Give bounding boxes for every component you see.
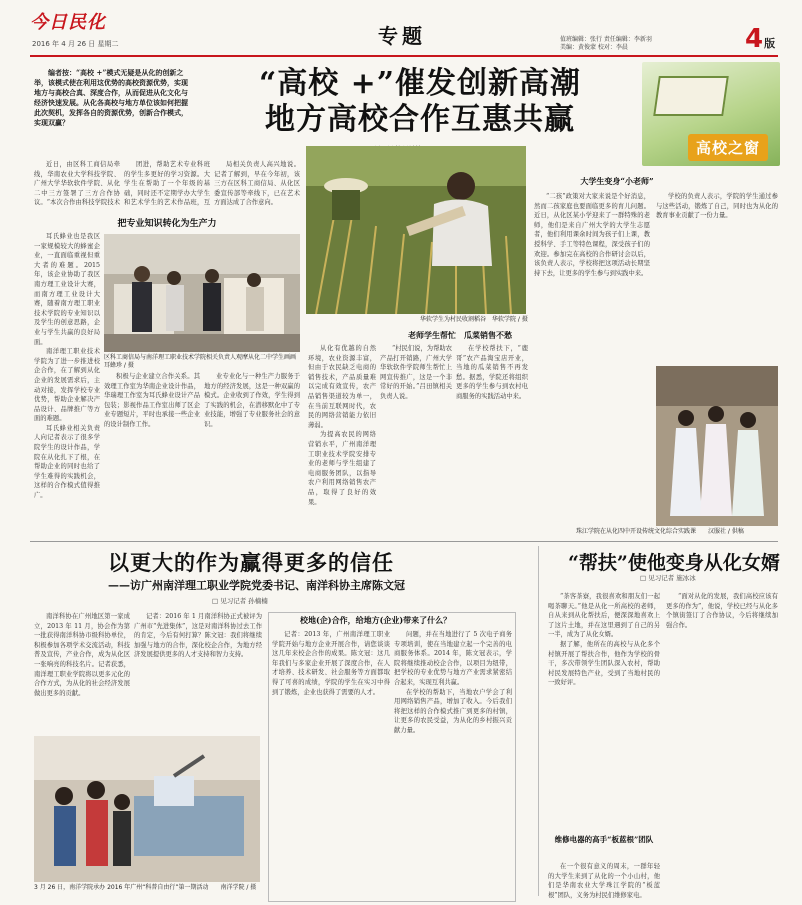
article3-col-d: 问题，并在当地进行了 5 次电子商务专项培训，使在当地建立起一个完善的电商服务体系。2014 年，陈文冠表示，学院将继续推动校企合作，以项目为纽带，把学校的专业优势与地方产业需求紧密结合起来，实现互利共赢。 在学校的帮助下，当地农户学会了利用网络销售产品，增加了收入。今后我们将把这样的合作模式推广到更多的村镇，让更多的农民受益，为从化的乡村振兴贡献力量。: [394, 631, 512, 734]
issue-date: 2016 年 4 月 26 日 星期二: [32, 40, 119, 48]
hanfu-photo-caption: 珠江学院在从化四中开设传统文化综合实践课 汉服社 / 供稿: [576, 528, 744, 535]
harvest-photo-image: [306, 146, 526, 314]
campus-window-logo: [642, 62, 780, 166]
sidebar-title: 大学生变身“小老师”: [580, 176, 654, 186]
article2-col-c: 在学校帮扶下，“鹿哥”农产品淘宝店开业，当地的瓜菜销售不再发愁。据悉，学院还将组织更多的学生参与到农村电商服务的实践活动中来。: [456, 345, 528, 400]
qa-box-heading: 校地(企)合作，给地方(企业)带来了什么？: [300, 615, 452, 625]
article1-col-a: 近日，由区科工商信局牵线，华南农业大学科技学院、广州大学华软软件学院、从化二中三方签署了三方合作协议。“本次合作由科技学院技术: [34, 161, 120, 207]
article2-subhead: 老师学生帮忙 瓜菜销售不愁: [408, 330, 512, 340]
section-title: 专题: [378, 24, 426, 48]
feature-headline: “帮扶”使他变身从化女婿: [568, 552, 780, 574]
article3-col-b: 记者：2016 年 1 月南洋科协正式被评为广州市“先进集体”，这是对南洋科协过去工作的肯定，今后有何打算？陈文冠：我们将继续加强与地方的合作，深化校企合作，为地方经济发展提供更多的人才支持和智力支持。: [134, 613, 262, 659]
editor-credits: [560, 36, 652, 52]
article1-col-c: 局相关负责人高兴地说。记者了解到，早在今年初，该三方在区科工商信局、从化区委宣传部等牵线下，已在艺术方面达成了合作意向。: [214, 161, 300, 207]
main-headline-line-2: 地方高校合作互惠共赢: [265, 102, 575, 137]
interview-headline: 以更大的作为赢得更多的信任: [108, 550, 394, 575]
main-headline-line-1: “高校 +”催发创新高潮: [258, 66, 582, 101]
sidebar-col-b: 学校的负责人表示，学院的学生通过参与这些活动，锻炼了自己，同时也为从化的教育事业贡献了一份力量。: [656, 193, 778, 220]
editor-note: 编者按：“高校 +”模式无疑是从化的创新之举，该模式使在利用这优势的高校资源优势，实现地方与高校合真、深度合作，从而促进从化文化与经济快速发展。从化各高校与地方单位该如何把握此次契机，发挥各自的资源优势，创新合作模式，实现双赢？: [34, 68, 188, 127]
article1-col-b: 团进，帮助艺术专业科班的学生多更好的学习资源。大学生在帮助了一个年级的基础，同时还不定期学办大学生和艺术学生的艺术作品班，互: [124, 161, 210, 207]
page-number: [745, 24, 775, 54]
interview-byline: □ 见习记者 孙楠楠: [212, 597, 268, 605]
newspaper-logo: 今日民化: [30, 12, 106, 33]
article1-col-g: 积极与企业建立合作关系。其效理工作室为华南企业设计作品，华瑞理工作室为耳氏蜂业设计产品包装；影视作品工作室出师了区企业专题短片，平时也承接一些企业的设计制作工作。: [104, 373, 200, 428]
article4-col-d: “面对从化的发展，我们高校应该有更多的作为”，他说，学校已经与从化多个镇街签订了合作协议，今后将继续加强合作。: [666, 593, 778, 629]
article3-col-c: 记者：2013 年，广州南洋理工职业学院开始与地方企业开展合作，请您谈谈这几年来校企合作的成果。陈文冠：这几年我们与多家企业开展了深度合作，在人才培养、技术研发、社会服务等方面都取得了可喜的成绩，学院的学生在实习中得到了锻炼，企业也获得了需要的人才。: [272, 631, 390, 696]
hanfu-photo-image: [656, 366, 778, 526]
article3-col-a: 南洋科协在广州地区第一家成立，2013 年 11 月，协会作为第一批获得南洋科协市级科协单位，积极参加各项学术交流活动，科技普及宣传，产业合作，成为从化区一张响亮的科技名片。记者获悉，南洋理工职业学院将以更多元化的合作方式，为从化的社会经济发展做出更多的贡献。: [34, 613, 130, 697]
interview-subtitle: ——访广州南洋理工职业学院党委书记、南洋科协主席陈文冠: [108, 579, 405, 592]
article4-subhead: 维修电器的高手“板蓝根”团队: [554, 835, 654, 844]
credits-line-2: 美编：黄俊蒙 校对：李晨: [560, 44, 628, 51]
article2-col-a: 从化有优越的自然环境，农业资源丰富，但由于农民缺乏电商的销售技术，产品质量难以完成有效宣传，农产品销售渠道较为单一，在当前互联网时代，农民的网络营销能力依旧薄弱。 为提高农民的网络营销水平，广州南洋理工职业技术学院安排专业的老师与学生组建了电商服务团队，以指导农户利用网络销售农产品，取得了良好的效果。: [308, 345, 376, 506]
campus-window-label: 高校之窗: [688, 134, 768, 161]
credits-line-1: 值班编辑：张行 责任编辑：李新羽: [560, 36, 652, 43]
sidebar-col-a: “二孩”政策对大家来说是个好消息，然而二孩家庭也要面临更多的育儿问题。近日，从化区某小学迎来了一群特殊的老师，他们是来自广州大学的大学生志愿者，他们利用课余时间为孩子们上课，教授科学、手工等特色课程，深受孩子们的欢迎。参加完在高校的合作研讨会以后，该负责人表示，学校将把这项活动长期坚持下去，让更多的学生参与到实践中来。: [534, 193, 650, 277]
page-number-value: 4: [745, 24, 764, 54]
meeting-photo: [104, 234, 300, 352]
feature-byline: □ 见习记者 施冰冰: [640, 574, 696, 582]
robot-event-photo-caption: 3 月 26 日，南洋学院承办 2016 年广州“科普自由行”第一期活动 南洋学院 / 摄: [34, 884, 257, 891]
harvest-photo-caption: 华软学生为村民收割稻谷 华软学院 / 摄: [420, 316, 528, 323]
article2-col-b: “村民们说，为帮助农产品打开销路，广州大学华软软件学院师生帮忙上网宣传推广，这是一个非常好的开始。”吕田镇相关负责人说。: [380, 345, 452, 400]
article1-col-h: 业专业化与一种生产力服务于地方的经济发展，这是一种双赢的模式。企业收到了作效，学生得到了实践的机会，在潜移默化中了专业技能，增强了专业服务社会的意识。: [204, 373, 300, 428]
article4-col-c: 在一个很有意义的周末，一群年轻的大学生来到了从化的一个小山村，他们是华南农业大学珠江学院的“板蓝根”团队，义务为村民们维修家电。: [548, 863, 660, 899]
meeting-photo-caption: 区科工商信局与南洋理工职业技术学院相关负责人观摩从化二中学生画画 耳蜂珍 / 摄: [104, 354, 303, 369]
page-number-suffix: 版: [764, 37, 776, 50]
article1-subhead: 把专业知识转化为生产力: [117, 219, 217, 229]
meeting-photo-image: [104, 234, 300, 352]
masthead: [0, 0, 802, 58]
column-divider: [538, 546, 539, 896]
article1-col-d: 耳氏蜂业也是我区一家规模较大的蜂蜜企业，一直面临重视但重大者的难题。2015年，该企业协助了我区南方理工业设计大赛，而南方理工业设计大赛，随着南方理工职业技术学院的专业知识以及学生的创意思路，企业与学生共赢的良好局面。 南洋理工职业技术学院为了进一步推进校企合作，在了解到从化企业的发展需求后，主动对接，发挥学校专业优势，帮助企业解决产品设计、品牌推广等方面的难题。 耳氏蜂业相关负责人向记者表示了很多学院学生的设计作品，学院在从化扎下了根，在帮助企业的同时也给了学生难得的实践机会，这样的合作模式值得推广。: [34, 233, 100, 500]
hanfu-photo: [656, 366, 778, 526]
main-headline: [210, 66, 630, 138]
robot-event-photo-image: [34, 736, 260, 882]
building-graphic: [653, 76, 729, 116]
section-divider: [30, 541, 778, 542]
robot-event-photo: [34, 736, 260, 882]
harvest-photo: [306, 146, 526, 314]
header-rule: [30, 55, 778, 57]
article4-col-a: “茶客茶寮，我很喜欢和朋友们一起喝茶聊天。”他是从化一所高校的老师，自从来到从化帮扶后，便深深地喜欢上了这片土地，并在这里遇到了自己的另一半，成为了从化女婿。 据了解，他所在的高校与从化多个村镇开展了帮扶合作，他作为学校的骨干，多次带领学生团队深入农村，帮助村民发展特色产业，受到了当地村民的一致好评。: [548, 593, 660, 687]
